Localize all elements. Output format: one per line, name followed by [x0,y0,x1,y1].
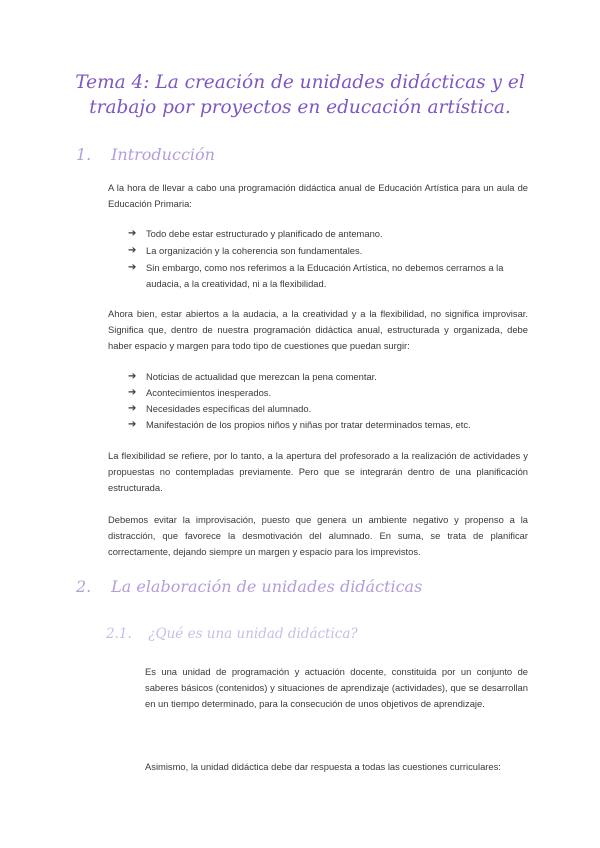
paragraph: Ahora bien, estar abiertos a la audacia, a la creatividad y a la flexibilidad, no significa improvisar. Significa que, dentro de nuestra programación didáctica anual, estructurada y organizada, debe haber espacio y margen para todo tipo de cuestiones que puedan surgir: [108,308,528,351]
section-heading-introduccion [76,145,215,165]
arrow-bullet-icon: ➔ [128,419,137,430]
paragraph: Es una unidad de programación y actuación docente, constituida por un conjunto de saberes básicos (contenidos) y situaciones de aprendizaje (actividades), que se desarrollan en un tiempo determinado, para la consecución de unos objetivos de aprendizaje. [145,666,528,709]
list-item-text: La organización y la coherencia son fundamentales. [146,245,363,256]
section-heading-elaboracion [76,577,422,597]
list-item-text: Necesidades específicas del alumnado. [146,403,312,414]
subsection-number: 2.1. [106,626,132,642]
arrow-bullet-icon: ➔ [128,403,137,414]
section-number: 1. [76,145,92,164]
section-title: La elaboración de unidades didácticas [111,577,423,596]
paragraph: Asimismo, la unidad didáctica debe dar respuesta a todas las cuestiones curriculares: [145,761,501,772]
list-item-text: Todo debe estar estructurado y planificado de antemano. [146,228,383,239]
arrow-bullet-icon: ➔ [128,387,137,398]
list-item-text: Acontecimientos inesperados. [146,387,272,398]
document-title: Tema 4: La creación de unidades didácticas y el trabajo por proyectos en educación artística. [75,72,525,118]
section-number: 2. [76,577,92,596]
paragraph: A la hora de llevar a cabo una programación didáctica anual de Educación Artística para un aula de Educación Primaria: [108,182,528,209]
list-item-text: Manifestación de los propios niños y niñas por tratar determinados temas, etc. [146,419,471,430]
subsection-title: ¿Qué es una unidad didáctica? [148,626,358,642]
section-title: Introducción [111,145,215,164]
subsection-heading [106,625,358,643]
arrow-bullet-icon: ➔ [128,245,137,256]
arrow-bullet-icon: ➔ [128,228,137,239]
arrow-bullet-icon: ➔ [128,371,137,382]
paragraph: La flexibilidad se refiere, por lo tanto, a la apertura del profesorado a la realización de actividades y propuestas no contempladas previamente. Pero que se integrarán dentro de una planificación estructurada. [108,450,528,493]
list-item-text: Noticias de actualidad que merezcan la pena comentar. [146,371,377,382]
arrow-bullet-icon: ➔ [128,262,137,273]
paragraph: Debemos evitar la improvisación, puesto que genera un ambiente negativo y propenso a la distracción, que favorece la desmotivación del alumnado. En suma, se trata de planificar correctamente, dejando siempre un margen y espacio para los imprevistos. [108,514,528,557]
list-item-text: Sin embargo, como nos referimos a la Educación Artística, no debemos cerrarnos a la audacia, a la creatividad, ni a la flexibilidad. [146,262,504,289]
